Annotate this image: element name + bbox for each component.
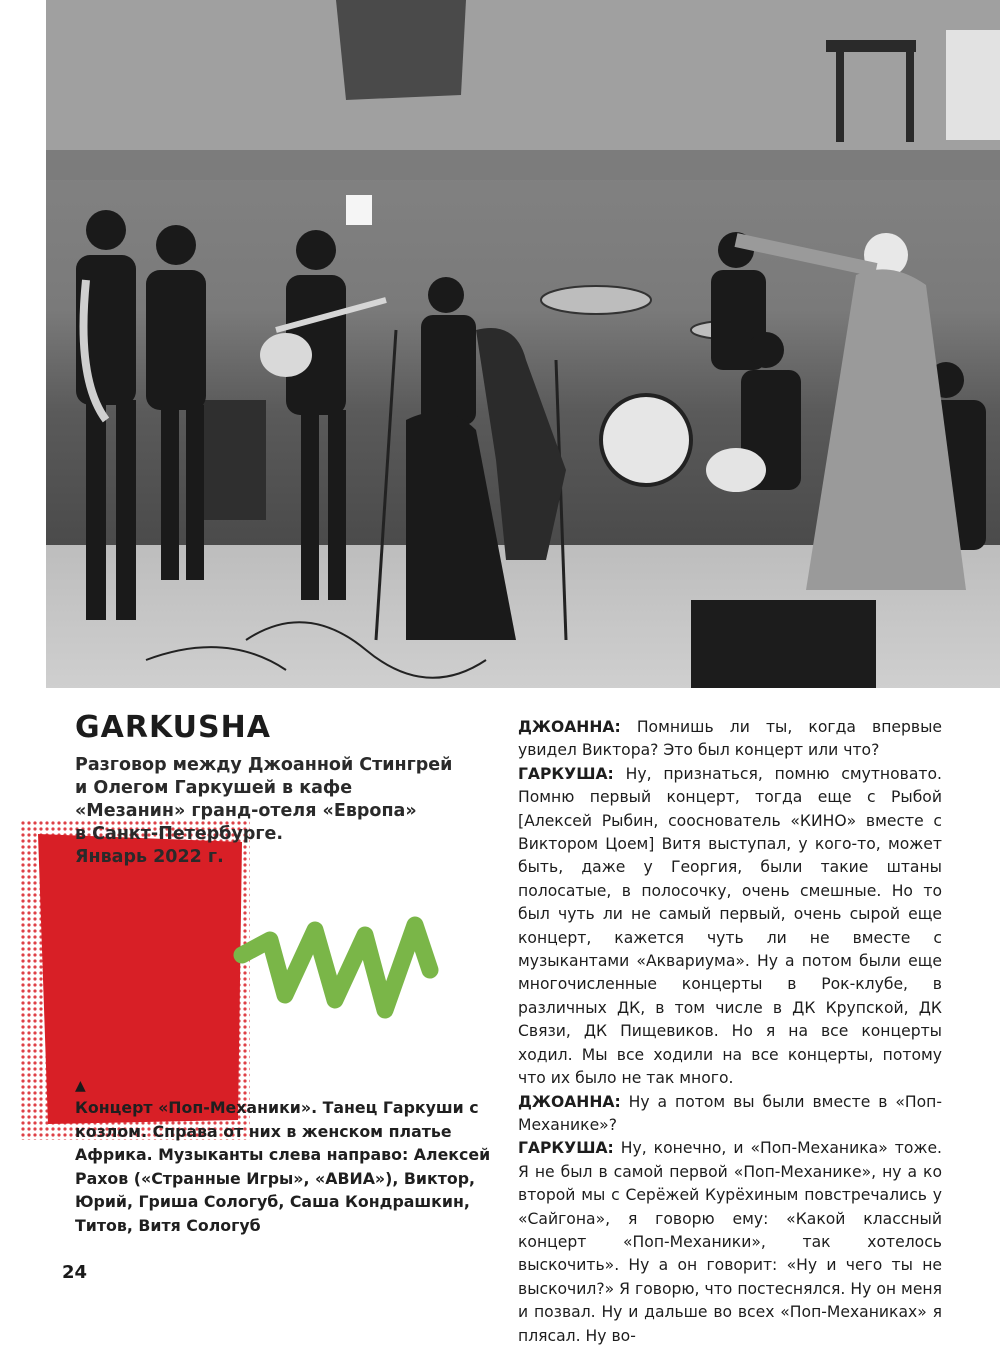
speaker-label: ДЖОАННА: [518, 718, 621, 736]
speaker-label: ГАРКУША: [518, 1139, 614, 1158]
paragraph-text: Ну а потом вы были вместе в «Поп-Механике»? [518, 1092, 942, 1134]
interview-paragraph [518, 763, 942, 1091]
page-number: 24 [62, 1262, 88, 1283]
article-header [75, 710, 495, 869]
paragraph-text: Ну, конечно, и «Поп-Механика» тоже. Я не был в самой первой «Поп-Механике», ну а ко второй мы с Серёжей Курёхиным повстречались у «Сайгона», я говорю ему: «Какой классный концерт «Поп-Механики», так хотелось выскочить». Ну а он говорит: «Ну и чего ты не выскочил?» Я говорю, что постеснялся. Ну он меня и позвал. Ну и дальше во всех «Поп-Механиках» я плясал. Ну во- [518, 1139, 942, 1345]
photo-caption-block [75, 1076, 495, 1237]
caption-arrow-icon: ▲ [75, 1078, 86, 1094]
photo-caption: Концерт «Поп-Механики». Танец Гаркуши с козлом. Справа от них в женском платье Африка. Музыканты слева направо: Алексей Рахов («Странные Игры», «АВИА»), Виктор, Юрий, Гриша Сологуб, Саша Кондрашкин, Титов, Витя Сологуб [75, 1098, 491, 1235]
concert-photo-image [46, 0, 1000, 688]
paragraph-text: Помнишь ли ты, когда впервые увидел Виктора? Это был концерт или что? [518, 718, 942, 760]
interview-paragraph [518, 716, 942, 763]
concert-photo [46, 0, 1000, 688]
interview-text [518, 716, 942, 1348]
interview-paragraph [518, 1091, 942, 1138]
article-title: GARKUSHA [75, 710, 271, 745]
speaker-label: ДЖОАННА: [518, 1092, 621, 1111]
interview-paragraph [518, 1137, 942, 1348]
speaker-label: ГАРКУША: [518, 764, 614, 783]
paragraph-text: Ну, признаться, помню смутновато. Помню первый концерт, тогда еще с Рыбой [Алексей Рыбин, сооснователь «КИНО» вместе с Виктором Цоем] Витя выступал, у кого-то, может быть, даже у Георгия, были такие штаны полосатые, в полосочку, очень смешные. Но то был чуть ли не самый первый, очень сырой еще концерт, кажется чуть ли не вместе с музыкантами «Аквариума». Ну а потом были еще многочисленные концерты в Рок-клубе, в различных ДК, в том числе в ДК Крупской, ДК Связи, ДК Пищевиков. Но я на все концерты ходил. Мы все ходили на все концерты, потому что их было не так много. [518, 764, 942, 1088]
article-subtitle: Разговор между Джоанной Стингрей и Олегом Гаркушей в кафе «Мезанин» гранд-отеля «Европа» в Санкт-Петербурге. Январь 2022 г. [75, 755, 453, 867]
green-zigzag [242, 925, 430, 1010]
